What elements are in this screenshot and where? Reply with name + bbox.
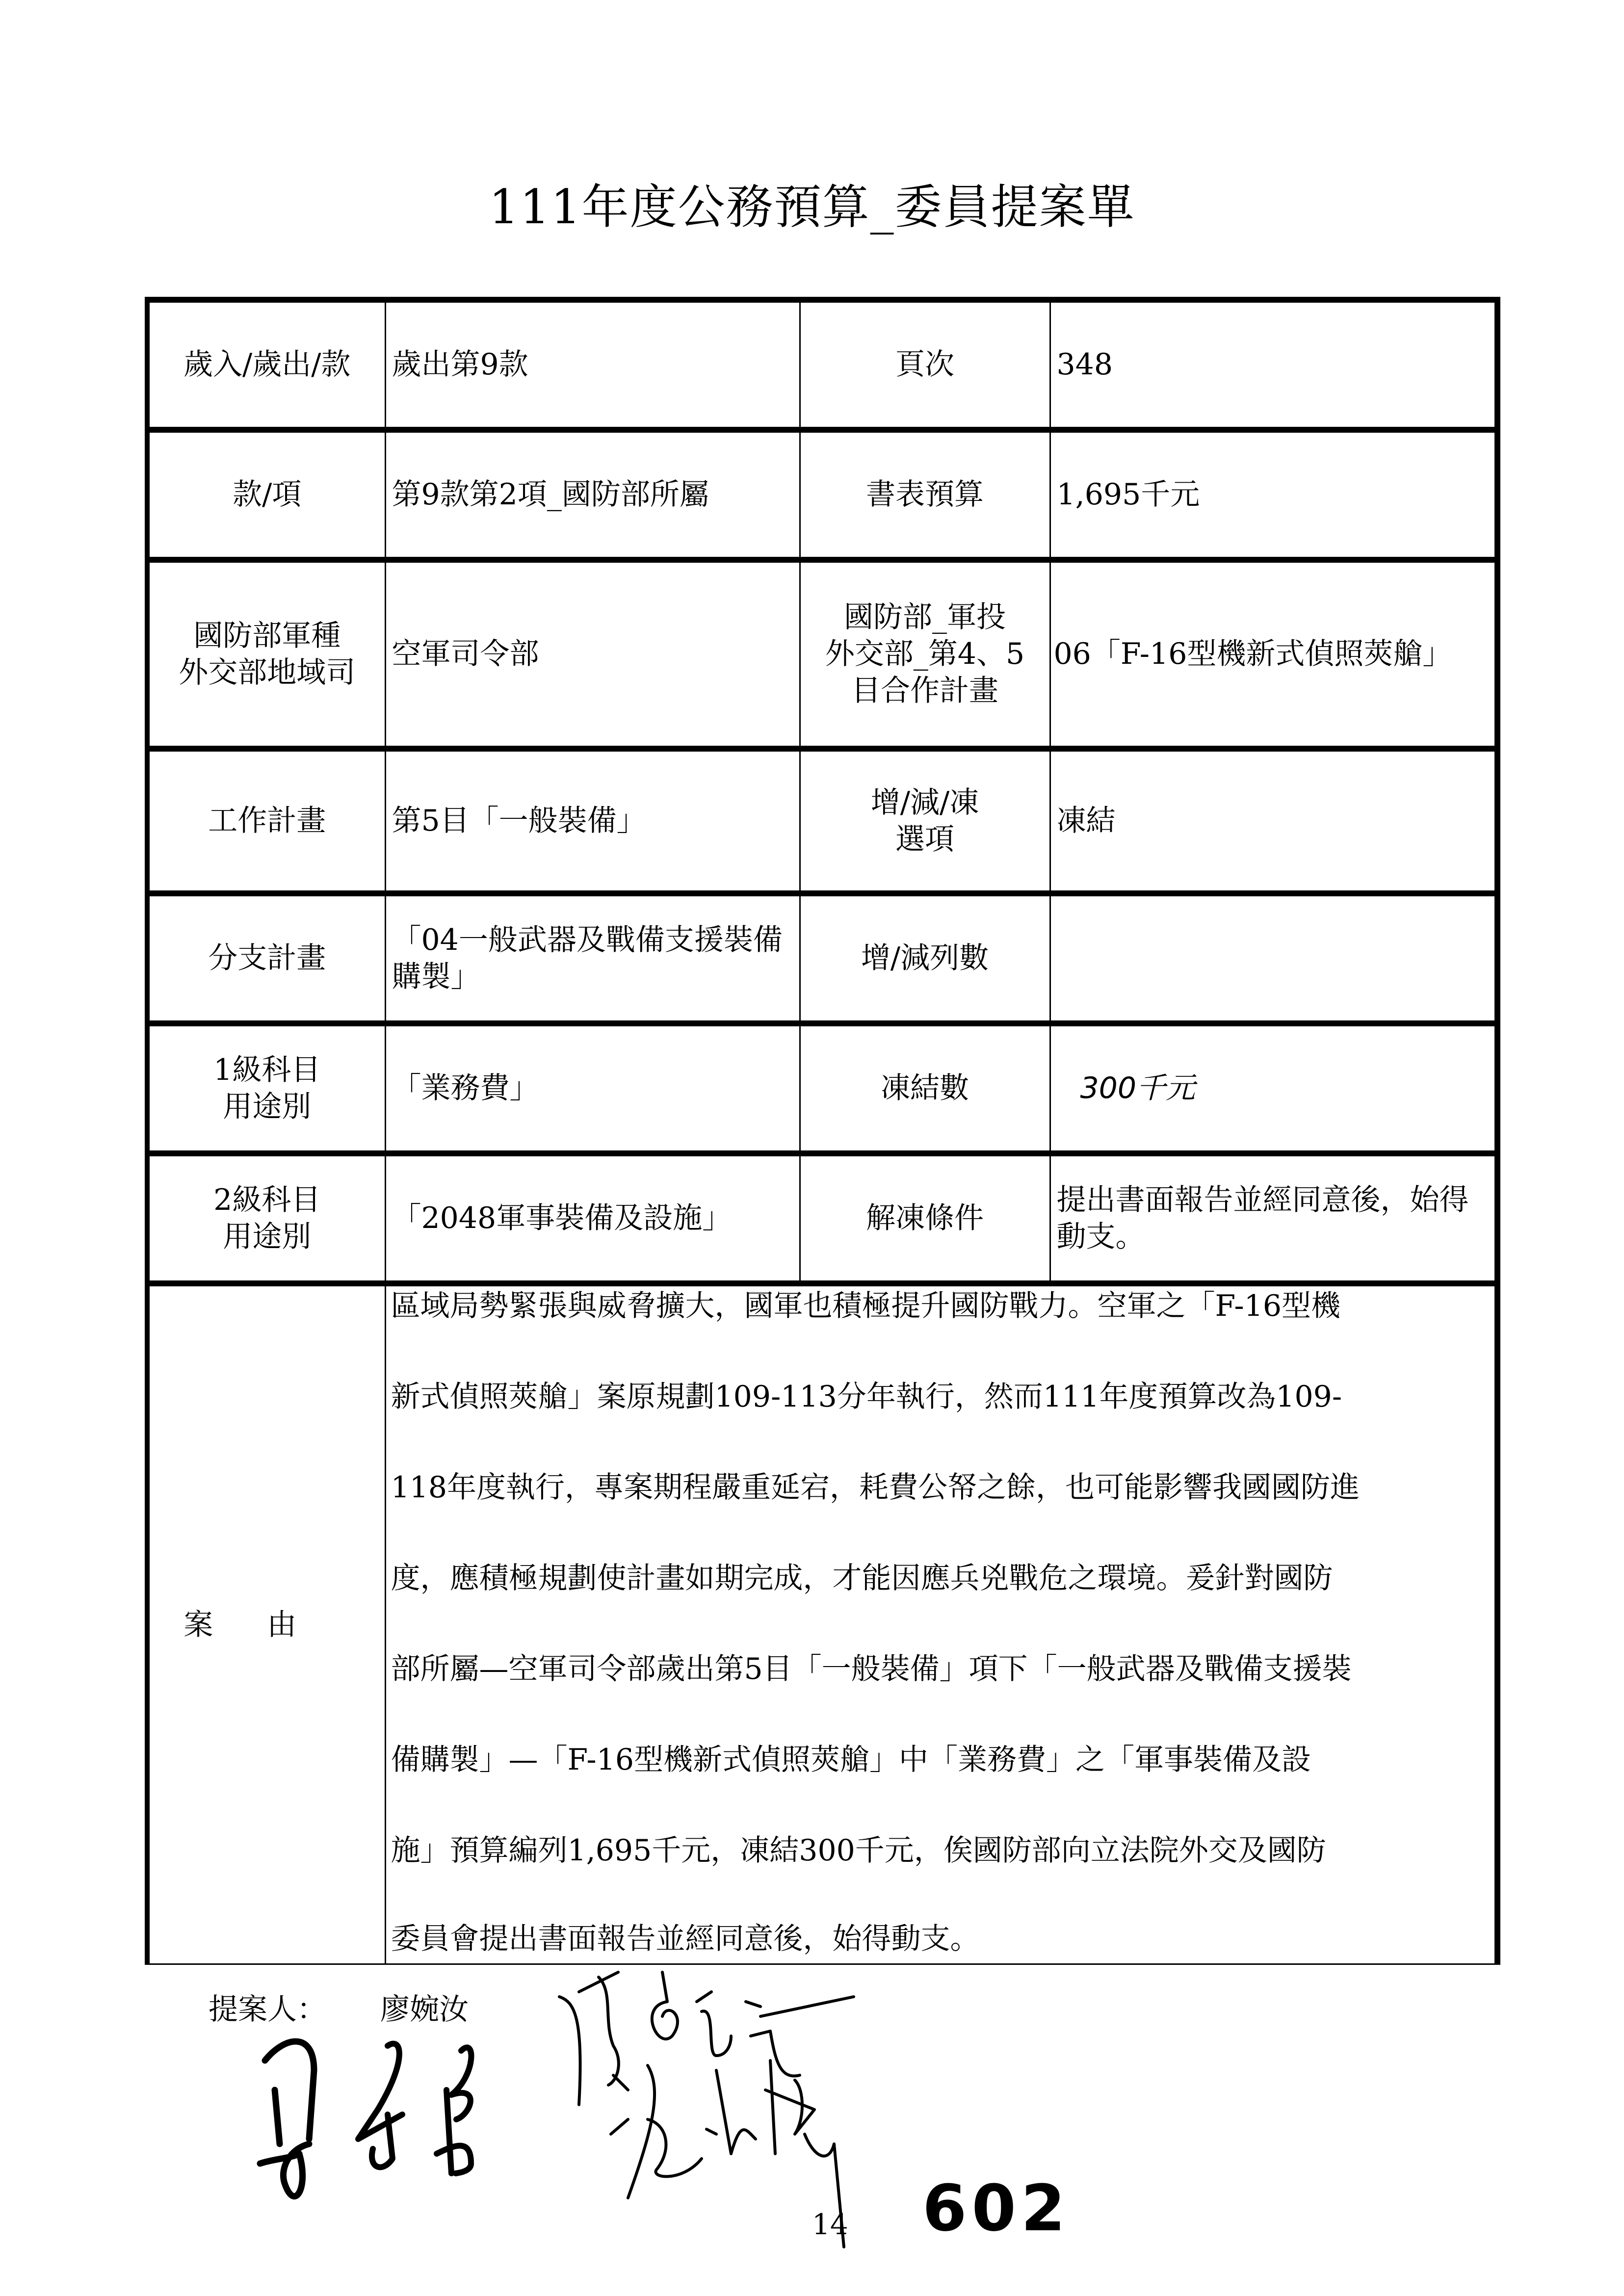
reason-text — [385, 1283, 1497, 1964]
proposer-name: 廖婉汝 — [380, 1992, 469, 2027]
table-row — [147, 300, 1497, 430]
reason-line: 備購製」—「F-16型機新式偵照莢艙」中「業務費」之「軍事裝備及設 — [391, 1743, 1311, 1777]
label-adjust-amount: 增/減列數 — [800, 893, 1050, 1023]
value-service-branch: 空軍司令部 — [385, 560, 800, 749]
proposal-form-table — [145, 297, 1500, 1965]
label-adjust-option: 增/減/凍 選項 — [800, 749, 1050, 893]
table-row — [147, 1153, 1497, 1283]
signature-2 — [245, 2026, 540, 2213]
table-row — [147, 749, 1497, 893]
table-row-reason — [147, 1283, 1497, 1964]
value-level1-subject: 「業務費」 — [385, 1023, 800, 1153]
label-book-budget: 書表預算 — [800, 430, 1050, 560]
value-unfreeze-condition: 提出書面報告並經同意後，始得動支。 — [1050, 1153, 1497, 1283]
proposer-label: 提案人： — [209, 1992, 326, 2027]
label-freeze-amount: 凍結數 — [800, 1023, 1050, 1153]
label-budget-type: 歲入/歲出/款 — [147, 300, 385, 430]
table-row — [147, 893, 1497, 1023]
table-row — [147, 430, 1497, 560]
table-row — [147, 560, 1497, 749]
label-section-item: 款/項 — [147, 430, 385, 560]
label-page: 頁次 — [800, 300, 1050, 430]
value-cooperation-plan: 06「F-16型機新式偵照莢艙」 — [1050, 560, 1497, 749]
label-unfreeze-condition: 解凍條件 — [800, 1153, 1050, 1283]
value-book-budget: 1,695千元 — [1050, 430, 1497, 560]
label-level2-subject: 2級科目 用途別 — [147, 1153, 385, 1283]
reason-line: 118年度執行，專案期程嚴重延宕，耗費公帑之餘，也可能影響我國國防進 — [391, 1470, 1360, 1505]
reason-line: 區域局勢緊張與威脅擴大，國軍也積極提升國防戰力。空軍之「F-16型機 — [391, 1289, 1341, 1323]
handwritten-number: 602 — [922, 2171, 1071, 2245]
reason-line: 施」預算編列1,695千元，凍結300千元，俟國防部向立法院外交及國防 — [391, 1833, 1326, 1868]
value-branch-plan: 「04一般武器及戰備支援裝備購製」 — [385, 893, 800, 1023]
reason-lines — [386, 1286, 1495, 1963]
value-page: 348 — [1050, 300, 1497, 430]
label-reason: 案由 — [147, 1283, 385, 1964]
reason-line: 新式偵照莢艙」案原規劃109-113分年執行，然而111年度預算改為109- — [391, 1380, 1342, 1414]
label-service-branch: 國防部軍種 外交部地域司 — [147, 560, 385, 749]
page-title: 111年度公務預算_委員提案單 — [489, 180, 1135, 235]
value-adjust-amount — [1050, 893, 1497, 1023]
label-cooperation-plan: 國防部_軍投 外交部_第4、5 目合作計畫 — [800, 560, 1050, 749]
value-section-item: 第9款第2項_國防部所屬 — [385, 430, 800, 560]
label-work-plan: 工作計畫 — [147, 749, 385, 893]
value-level2-subject: 「2048軍事裝備及設施」 — [385, 1153, 800, 1283]
reason-line: 部所屬—空軍司令部歲出第5目「一般裝備」項下「一般武器及戰備支援裝 — [391, 1652, 1352, 1686]
proposer-line — [209, 1992, 469, 2027]
value-adjust-option: 凍結 — [1050, 749, 1497, 893]
label-level1-subject: 1級科目 用途別 — [147, 1023, 385, 1153]
label-branch-plan: 分支計畫 — [147, 893, 385, 1023]
value-freeze-amount: 300千元 — [1050, 1023, 1497, 1153]
page-number: 14 — [812, 2208, 848, 2241]
value-work-plan: 第5目「一般裝備」 — [385, 749, 800, 893]
table-row — [147, 1023, 1497, 1153]
reason-line: 度，應積極規劃使計畫如期完成，才能因應兵兇戰危之環境。爰針對國防 — [391, 1561, 1333, 1595]
reason-line: 委員會提出書面報告並經同意後，始得動支。 — [391, 1922, 980, 1956]
value-budget-type: 歲出第9款 — [385, 300, 800, 430]
